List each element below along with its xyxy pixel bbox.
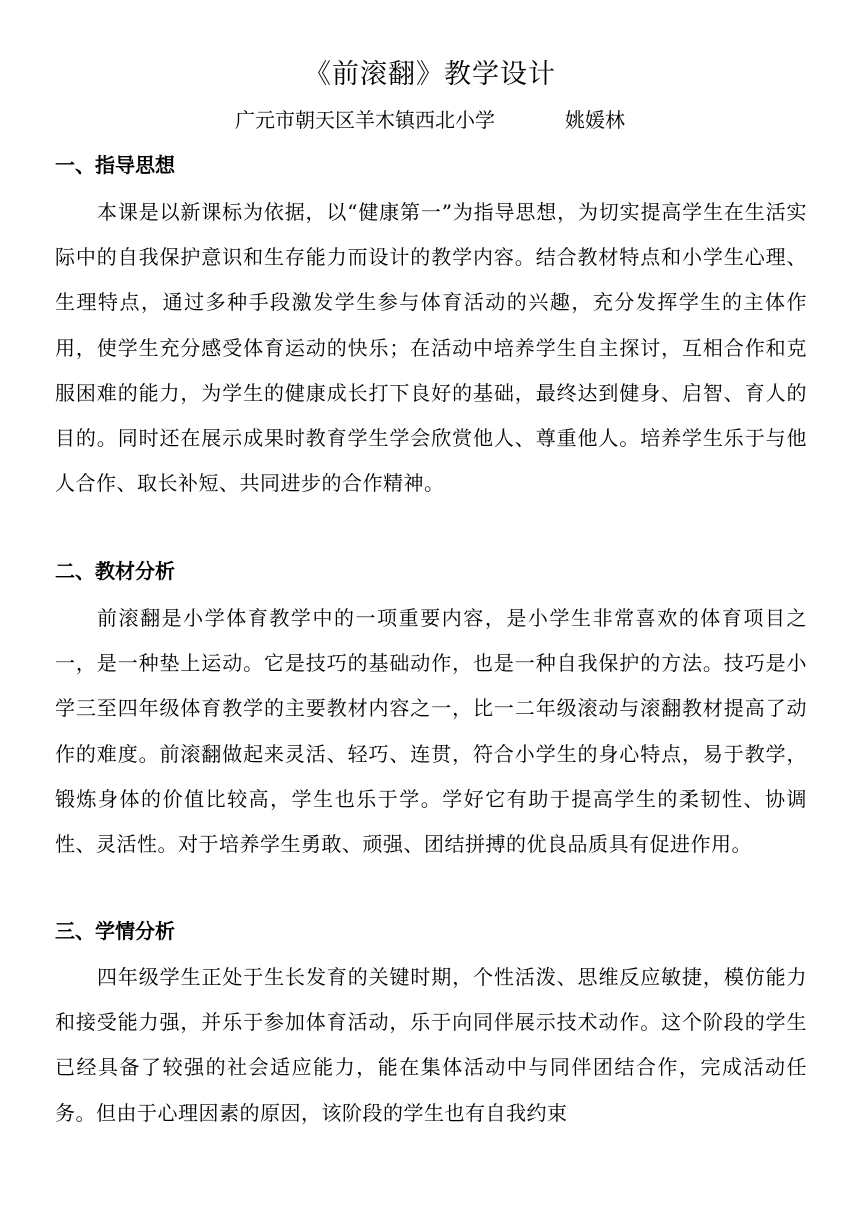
section-body-guiding-ideology: 本课是以新课标为依据，以“健康第一”为指导思想，为切实提高学生在生活实际中的自我保护意识和生存能力而设计的教学内容。结合教材特点和小学生心理、生理特点，通过多种手段激发学生参与体育活动的兴趣，充分发挥学生的主体作用，使学生充分感受体育运动的快乐；在活动中培养学生自主探讨，互相合作和克服困难的能力，为学生的健康成长打下良好的基础，最终达到健身、启智、育人的目的。同时还在展示成果时教育学生学会欣赏他人、尊重他人。培养学生乐于与他人合作、取长补短、共同进步的合作精神。: [55, 200, 807, 496]
section-heading-student-analysis: 三、学情分析: [55, 919, 175, 943]
section-heading-material-analysis: 二、教材分析: [55, 559, 175, 583]
section-body-material-analysis: 前滚翻是小学体育教学中的一项重要内容，是小学生非常喜欢的体育项目之一，是一种垫上运动。它是技巧的基础动作，也是一种自我保护的方法。技巧是小学三至四年级体育教学的主要教材内容之一，比一二年级滚动与滚翻教材提高了动作的难度。前滚翻做起来灵活、轻巧、连贯，符合小学生的身心特点，易于教学，锻炼身体的价值比较高，学生也乐于学。学好它有助于提高学生的柔韧性、协调性、灵活性。对于培养学生勇敢、顽强、团结拼搏的优良品质具有促进作用。: [55, 606, 807, 857]
author-school: 广元市朝天区羊木镇西北小学: [235, 108, 495, 132]
section-heading-guiding-ideology: 一、指导思想: [55, 153, 175, 177]
author-line: [0, 104, 860, 136]
section-body-student-analysis: 四年级学生正处于生长发育的关键时期，个性活泼、思维反应敏捷，模仿能力和接受能力强，并乐于参加体育活动，乐于向同伴展示技术动作。这个阶段的学生已经具备了较强的社会适应能力，能在集体活动中与同伴团结合作，完成活动任务。但由于心理因素的原因，该阶段的学生也有自我约束: [55, 965, 807, 1125]
document-title: 《前滚翻》教学设计: [304, 59, 556, 90]
author-name: 姚媛林: [565, 108, 625, 132]
